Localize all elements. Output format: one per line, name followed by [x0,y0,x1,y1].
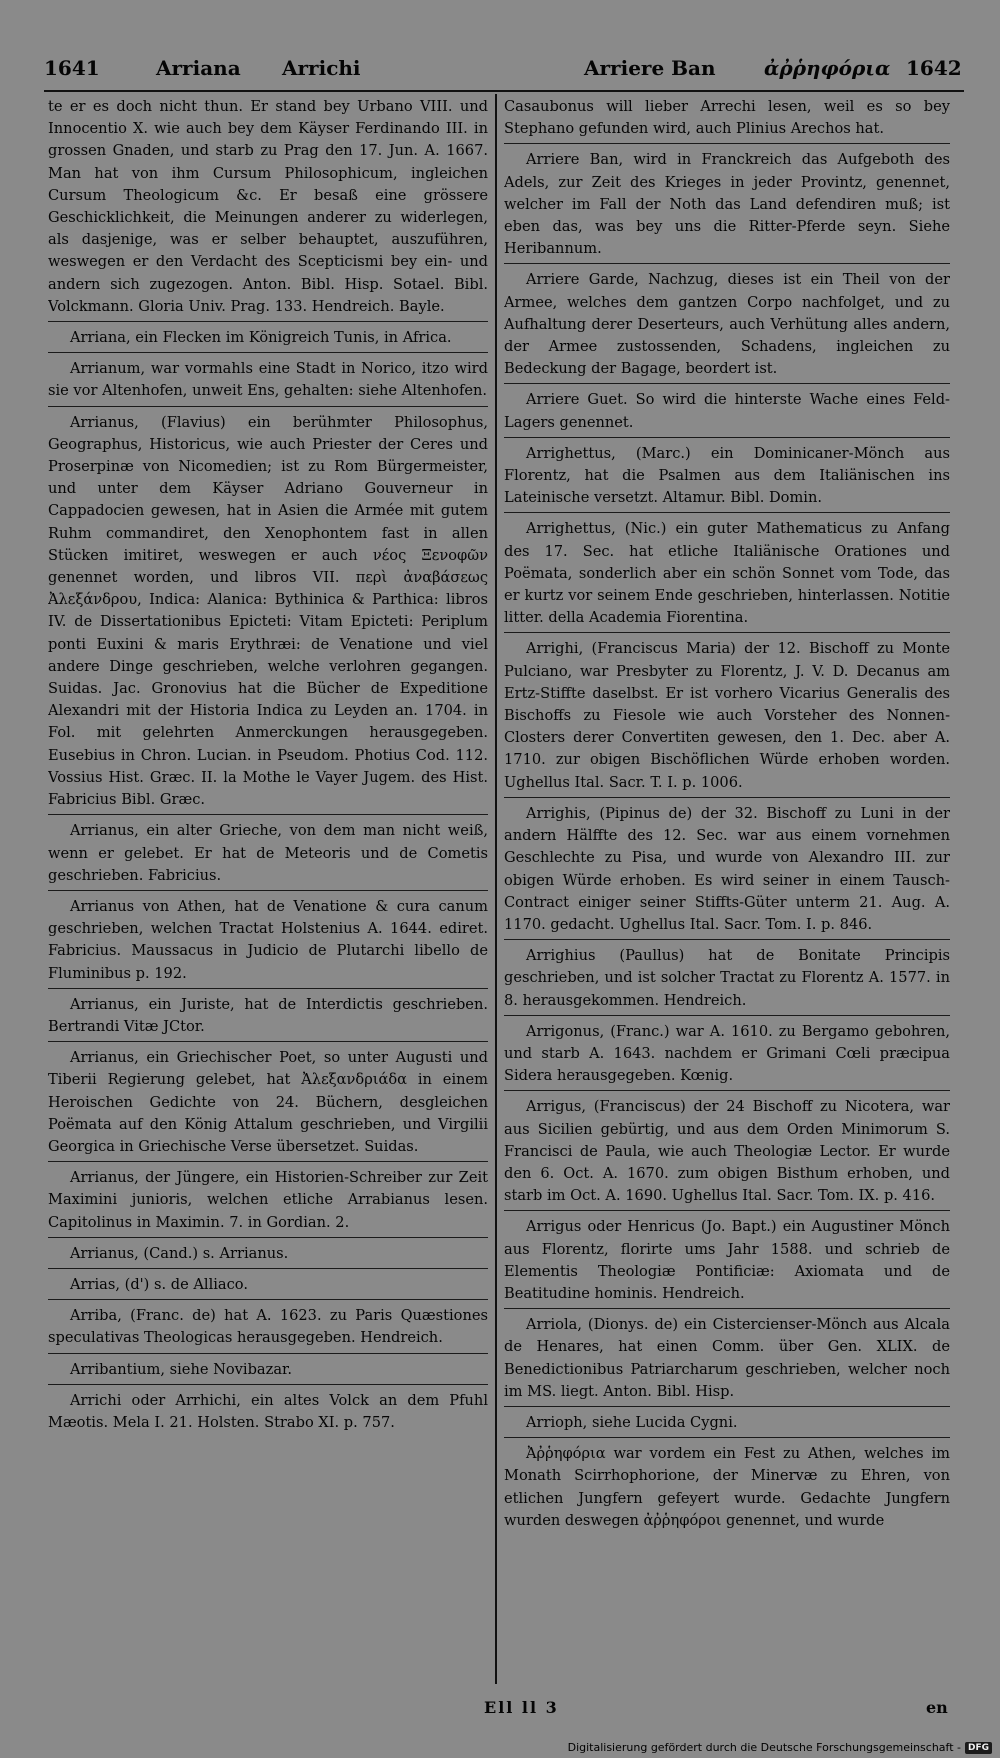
lexicon-entry: Arriana, ein Flecken im Königreich Tunis, in Africa. [48,327,488,353]
lexicon-entry: Arrigus, (Franciscus) der 24 Bischoff zu Nicotera, war aus Sicilien gebürtig, und aus dem Orden Minimorum S. Francisci de Paula, wie auch Theologiæ Lector. Er wurde den 6. Oct. A. 1670. zum obigen Bisthum erhoben, und starb im Oct. A. 1690. Ughellus Ital. Sacr. Tom. IX. p. 416. [504,1096,950,1211]
left-column [48,96,488,1686]
lexicon-entry: Arrighis, (Pipinus de) der 32. Bischoff zu Luni in der andern Hälffte des 12. Sec. war aus einem vornehmen Geschlechte zu Pisa, und wurde von Alexandro III. zur obigen Würde erhoben. Es wird seiner in einem Tausch-Contract einiger seiner Stiffts-Güter unterm 21. Aug. A. 1170. gedacht. Ughellus Ital. Sacr. Tom. I. p. 846. [504,803,950,940]
dfg-logo: DFG [965,1742,992,1754]
lexicon-entry: Arrianus, ein alter Grieche, von dem man nicht weiß, wenn er gelebet. Er hat de Meteoris und de Cometis geschrieben. Fabricius. [48,820,488,891]
lexicon-entry: Arrianus, der Jüngere, ein Historien-Schreiber zur Zeit Maximini junioris, welchen etliche Arrabianus lesen. Capitolinus in Maximin. 7. in Gordian. 2. [48,1167,488,1238]
lexicon-entry: Arribantium, siehe Novibazar. [48,1359,488,1385]
header-word-4: ἀῤῥηφόρια [764,56,891,80]
lexicon-entry: Arrighius (Paullus) hat de Bonitate Principis geschrieben, und ist solcher Tractat zu Florentz A. 1577. in 8. herausgekommen. Hendreich. [504,945,950,1016]
lexicon-entry: Arrianus, ein Griechischer Poet, so unter Augusti und Tiberii Regierung gelebet, hat Ἀλεξανδριάδα in einem Heroischen Gedichte von 24. Büchern, desgleichen Poëmata auf den König Attalum geschrieben, und Virgilii Georgica in Griechische Verse übersetzet. Suidas. [48,1047,488,1162]
lexicon-entry: Arriere Ban, wird in Franckreich das Aufgeboth des Adels, zur Zeit des Krieges in jeder Provintz, genennet, welcher im Fall der Noth das Land defendiren muß; ist eben das, was bey uns die Ritter-Pferde seyn. Siehe Heribannum. [504,149,950,264]
signature-mark: Ell ll 3 [484,1698,559,1717]
lexicon-entry: Arrighettus, (Nic.) ein guter Mathematicus zu Anfang des 17. Sec. hat etliche Italiänische Orationes und Poëmata, sonderlich aber ein schön Sonnet vom Tode, das er kurtz vor seinem Ende geschrieben, hinterlassen. Notitie litter. della Academia Fiorentina. [504,518,950,633]
page-number-left: 1641 [44,56,100,80]
lexicon-entry: Arriola, (Dionys. de) ein Cistercienser-Mönch aus Alcala de Henares, hat einen Comm. über Gen. XLIX. de Benedictionibus Patriarcharum geschrieben, welcher noch im MS. liegt. Anton. Bibl. Hisp. [504,1314,950,1407]
lexicon-entry: Arrighettus, (Marc.) ein Dominicaner-Mönch aus Florentz, hat die Psalmen aus dem Italiänischen ins Lateinische versetzt. Altamur. Bibl. Domin. [504,443,950,514]
page-number-right: 1642 [906,56,962,80]
lexicon-entry: Arriere Guet. So wird die hinterste Wache eines Feld-Lagers genennet. [504,389,950,437]
lexicon-entry: Arrighi, (Franciscus Maria) der 12. Bischoff zu Monte Pulciano, war Presbyter zu Florentz, J. V. D. Decanus am Ertz-Stiffte daselbst. Er ist vorhero Vicarius Generalis des Bischoffs zu Fiesole wie auch Vorsteher des Nonnen-Closters derer Convertiten gewesen, den 1. Dec. aber A. 1710. zur obigen Bischöflichen Würde erhoben worden. Ughellus Ital. Sacr. T. I. p. 1006. [504,638,950,797]
lexicon-entry: Arrioph, siehe Lucida Cygni. [504,1412,950,1438]
lexicon-entry: Arrias, (d') s. de Alliaco. [48,1274,488,1300]
header-word-1: Arriana [156,56,241,80]
lexicon-entry: Arrichi oder Arrhichi, ein altes Volck an dem Pfuhl Mæotis. Mela I. 21. Holsten. Strabo XI. p. 757. [48,1391,488,1431]
header-rule [44,90,964,92]
lexicon-entry: te er es doch nicht thun. Er stand bey Urbano VIII. und Innocentio X. wie auch bey dem Käyser Ferdinando III. in grossen Gnaden, und starb zu Prag den 17. Jun. A. 1667. Man hat von ihm Cursum Philosophicum, ingleichen Cursum Theologicum &c. Er besaß eine grössere Geschicklichkeit, die Meinungen anderer zu widerlegen, als dasjenige, was er selber behauptet, auszuführen, weswegen er den Verdacht des Scepticismi bey ein- und andern sich zugezogen. Anton. Bibl. Hisp. Sotael. Bibl. Volckmann. Gloria Univ. Prag. 133. Hendreich. Bayle. [48,96,488,322]
column-separator [495,94,497,1684]
scanned-page [44,50,964,1730]
lexicon-entry: Arriba, (Franc. de) hat A. 1623. zu Paris Quæstiones speculativas Theologicas herausgegeben. Hendreich. [48,1305,488,1353]
header-word-3: Arriere Ban [584,56,716,80]
lexicon-entry: Arrianus, ein Juriste, hat de Interdictis geschrieben. Bertrandi Vitæ JCtor. [48,994,488,1042]
lexicon-entry: Arrigonus, (Franc.) war A. 1610. zu Bergamo gebohren, und starb A. 1643. nachdem er Grimani Cœli præcipua Sidera herausgegeben. Kœnig. [504,1021,950,1092]
lexicon-entry: Arrianus, (Cand.) s. Arrianus. [48,1243,488,1269]
footer-text: Digitalisierung gefördert durch die Deutsche Forschungsgemeinschaft - [567,1741,961,1754]
lexicon-entry: Arrianus von Athen, hat de Venatione & cura canum geschrieben, welchen Tractat Holstenius A. 1644. ediret. Fabricius. Maussacus in Judicio de Plutarchi libello de Fluminibus p. 192. [48,896,488,989]
lexicon-entry: Casaubonus will lieber Arrechi lesen, weil es so bey Stephano gefunden wird, auch Plinius Arechos hat. [504,96,950,144]
header-word-2: Arrichi [282,56,361,80]
lexicon-entry: Arrianus, (Flavius) ein berühmter Philosophus, Geographus, Historicus, wie auch Priester der Ceres und Proserpinæ von Nicomedien; ist zu Rom Bürgermeister, und unter dem Käyser Adriano Gouverneur in Cappadocien gewesen, hat in Asien die Armée mit gutem Ruhm commandiret, den Xenophontem fast in allen Stücken imitiret, weswegen er auch νέος Ξενοφῶν genennet worden, und libros VII. περὶ ἀναβάσεως Ἀλεξάνδρου, Indica: Alanica: Bythinica & Parthica: libros IV. de Dissertationibus Epicteti: Vitam Epicteti: Periplum ponti Euxini & maris Erythræi: de Venatione und viel andere Dinge geschrieben, welche verlohren gegangen. Suidas. Jac. Gronovius hat die Bücher de Expeditione Alexandri mit der Historia Indica zu Leyden an. 1704. in Fol. mit gelehrten Anmerckungen herausgegeben. Eusebius in Chron. Lucian. in Pseudom. Photius Cod. 112. Vossius Hist. Græc. II. la Mothe le Vayer Jugem. des Hist. Fabricius Bibl. Græc. [48,412,488,816]
lexicon-entry: Arriere Garde, Nachzug, dieses ist ein Theil von der Armee, welches dem gantzen Corpo nachfolget, und zu Aufhaltung derer Deserteurs, auch Verhütung alles andern, der Armee zustossenden, Schadens, ingleichen zu Bedeckung der Bagage, beordert ist. [504,269,950,384]
running-header [44,50,964,84]
catchword: en [926,1698,948,1717]
lexicon-entry: Arrianum, war vormahls eine Stadt in Norico, itzo wird sie vor Altenhofen, unweit Ens, gehalten: siehe Altenhofen. [48,358,488,406]
footer [568,1741,992,1754]
lexicon-entry: Ἀῤῥηφόρια war vordem ein Fest zu Athen, welches im Monath Scirrhophorione, der Minervæ zu Ehren, von etlichen Jungfern gefeyert wurde. Gedachte Jungfern wurden deswegen ἀῤῥηφόροι genennet, und wurde [504,1445,950,1529]
right-column [504,96,950,1686]
lexicon-entry: Arrigus oder Henricus (Jo. Bapt.) ein Augustiner Mönch aus Florentz, florirte ums Jahr 1588. und schrieb de Elementis Theologiæ Pontificiæ: Axiomata und de Beatitudine hominis. Hendreich. [504,1216,950,1309]
